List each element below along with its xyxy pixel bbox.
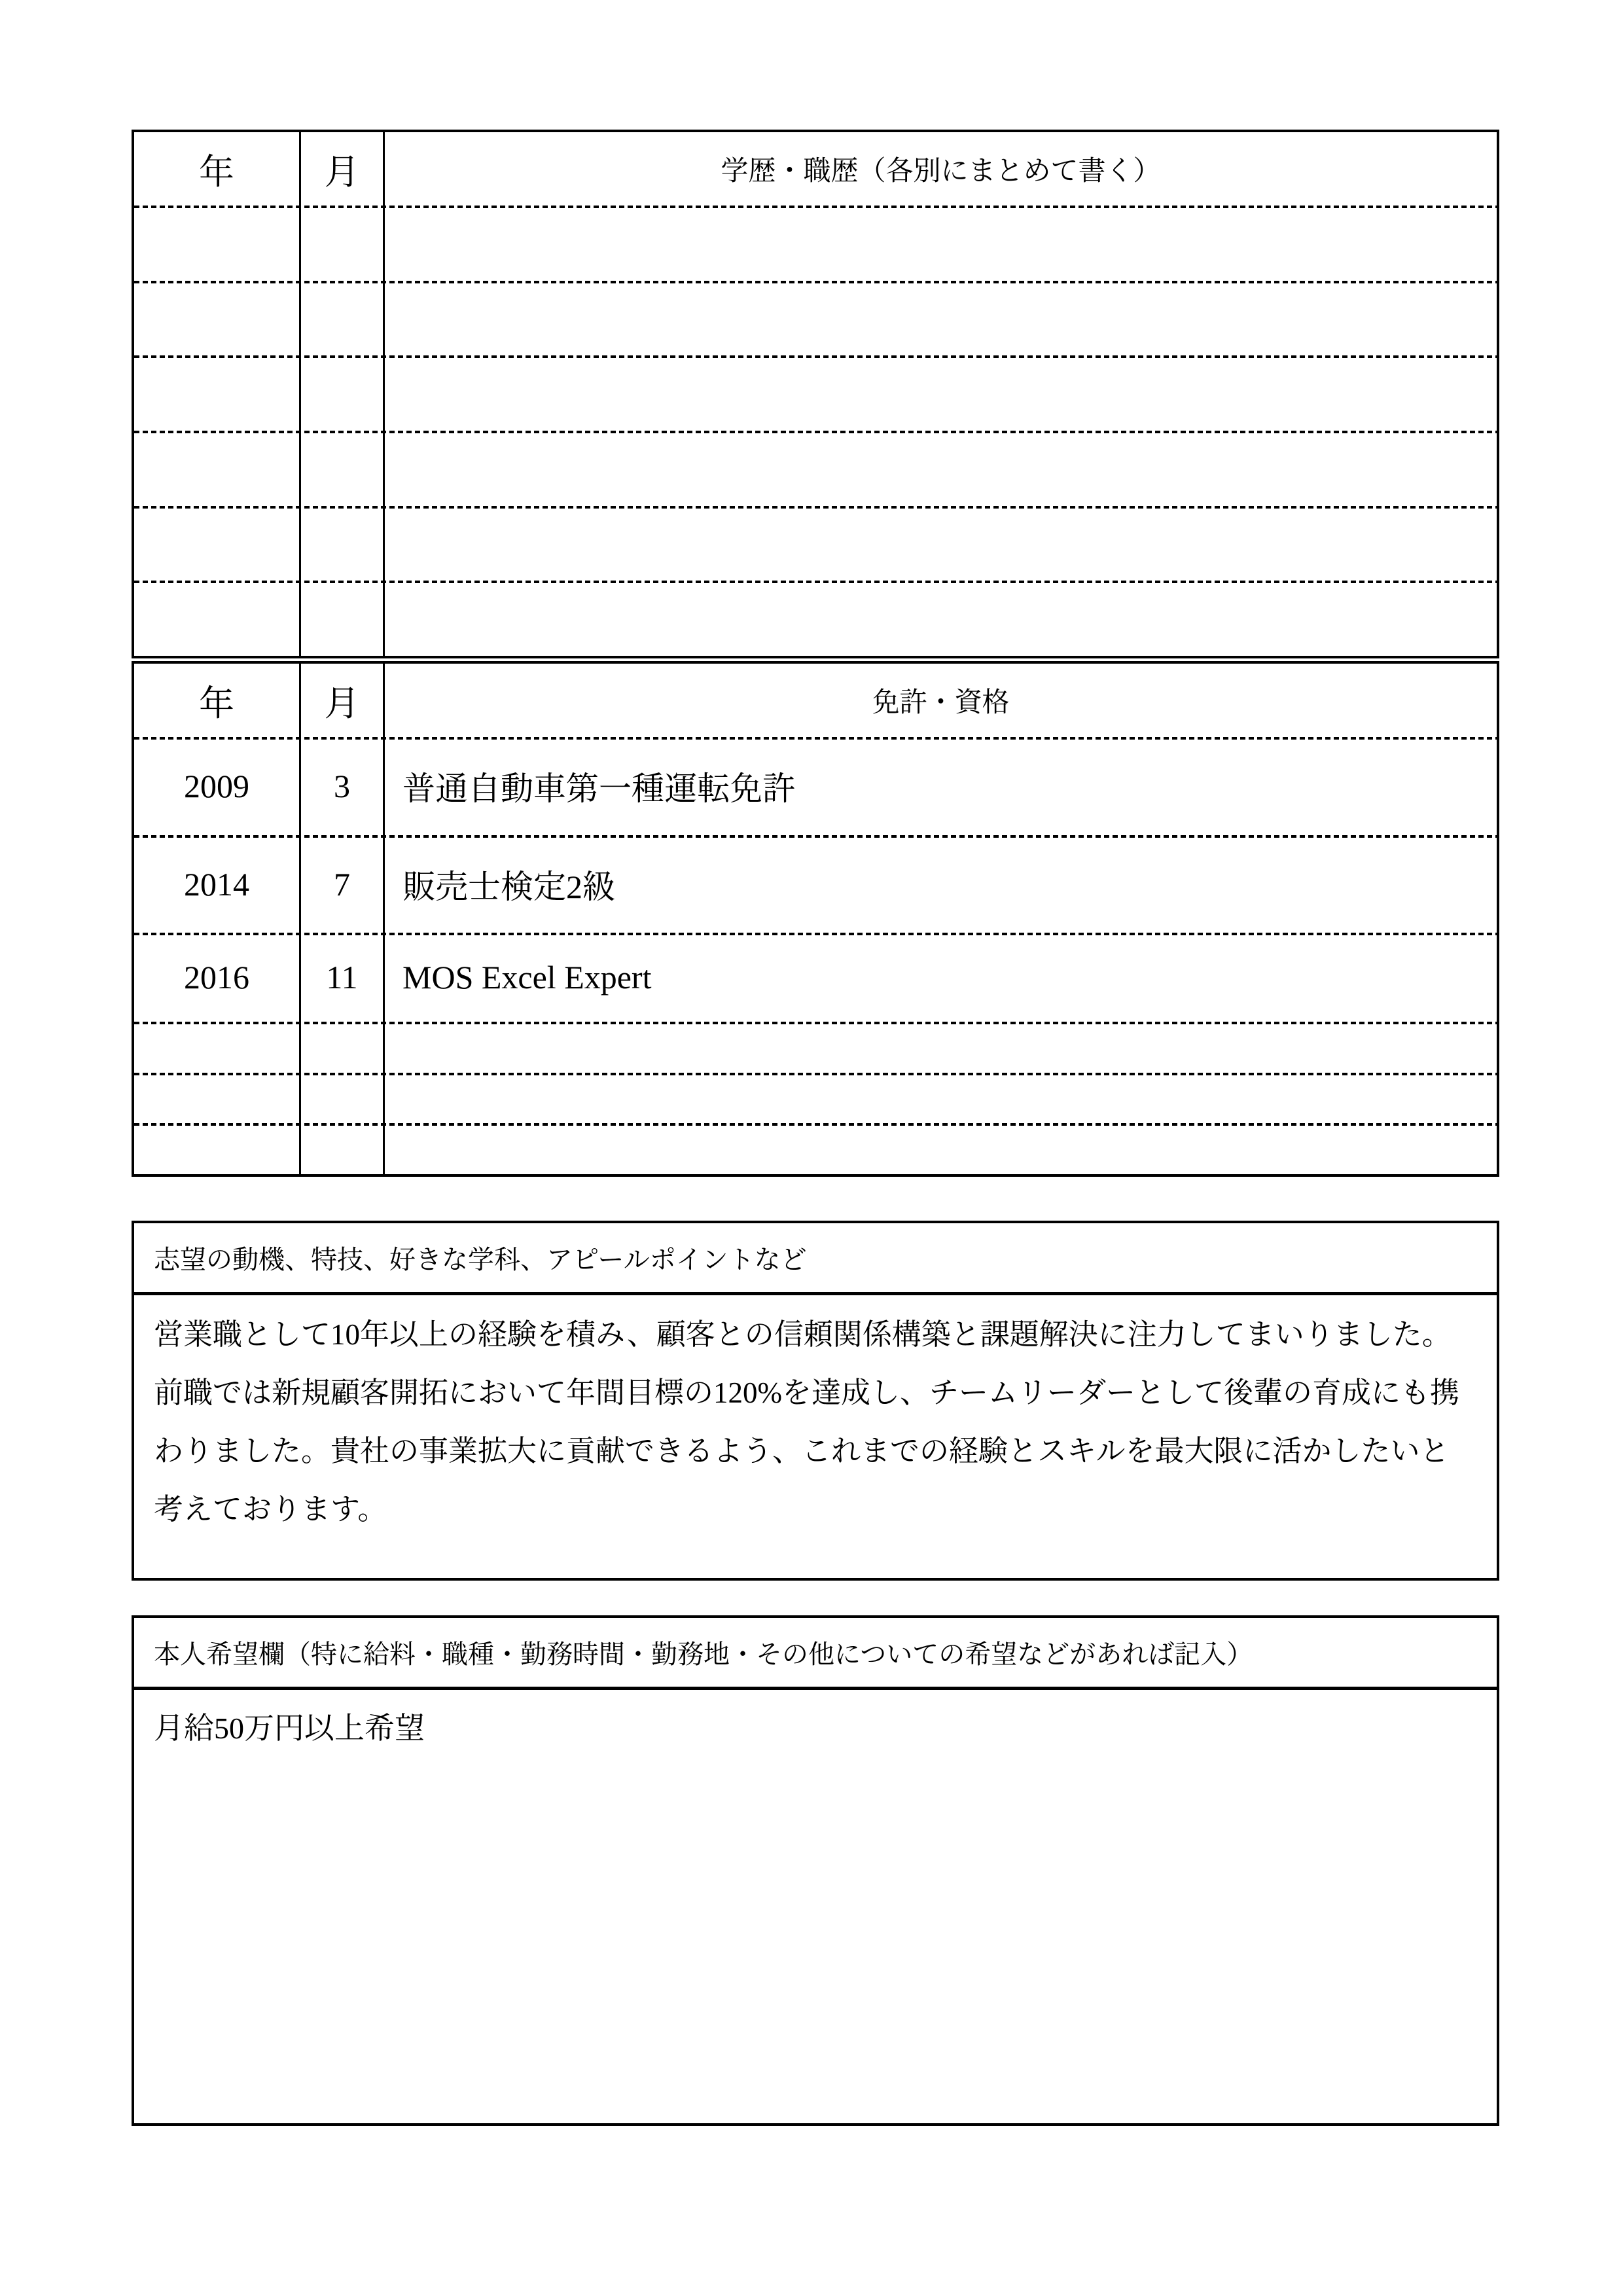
table-row <box>134 355 1497 431</box>
description-cell <box>383 431 1497 506</box>
month-column-header: 月 <box>299 664 383 737</box>
month-cell <box>299 281 383 356</box>
year-cell: 2014 <box>184 865 249 903</box>
year-column-header: 年 <box>199 683 234 723</box>
month-cell <box>299 1022 383 1073</box>
description-cell <box>383 206 1497 281</box>
month-column-header: 月 <box>299 132 383 206</box>
license-qualification-table <box>132 661 1499 1177</box>
description-cell <box>383 581 1497 656</box>
year-cell <box>134 1073 299 1124</box>
table-row <box>134 1073 1497 1124</box>
year-cell <box>134 581 299 656</box>
year-cell <box>134 206 299 281</box>
month-cell <box>299 206 383 281</box>
wishes-box-title: 本人希望欄（特に給料・職種・勤務時間・勤務地・その他についての希望などがあれば記入） <box>134 1618 1497 1690</box>
description-cell: MOS Excel Expert <box>383 933 1497 1022</box>
table-row <box>134 933 1497 1022</box>
year-cell <box>134 1123 299 1174</box>
year-cell <box>134 506 299 581</box>
table-row <box>134 581 1497 656</box>
wishes-box-body: 月給50万円以上希望 <box>154 1712 425 1745</box>
table-row <box>134 737 1497 835</box>
table-row <box>134 506 1497 581</box>
month-cell <box>299 581 383 656</box>
motivation-box-title: 志望の動機、特技、好きな学科、アピールポイントなど <box>134 1223 1497 1295</box>
table-row <box>134 431 1497 506</box>
year-cell <box>134 1022 299 1073</box>
year-column-header: 年 <box>199 152 234 192</box>
description-cell <box>383 281 1497 356</box>
wishes-box <box>132 1615 1499 2126</box>
table-row <box>134 835 1497 933</box>
license-column-header: 免許・資格 <box>383 664 1497 737</box>
description-cell: 普通自動車第一種運転免許 <box>383 737 1497 835</box>
month-cell: 3 <box>299 737 383 835</box>
month-cell <box>299 1123 383 1174</box>
month-cell <box>299 1073 383 1124</box>
motivation-box <box>132 1221 1499 1581</box>
description-cell <box>383 1123 1497 1174</box>
year-cell <box>134 281 299 356</box>
table-row <box>134 1123 1497 1174</box>
education-history-table <box>132 130 1499 658</box>
year-cell: 2009 <box>184 767 249 804</box>
history-column-header: 学歴・職歴（各別にまとめて書く） <box>383 132 1497 206</box>
table-row <box>134 206 1497 281</box>
description-cell <box>383 506 1497 581</box>
education-table-header-row <box>134 132 1497 206</box>
month-cell <box>299 431 383 506</box>
month-cell <box>299 506 383 581</box>
month-cell: 11 <box>299 933 383 1022</box>
description-cell <box>383 1022 1497 1073</box>
description-cell: 販売士検定2級 <box>383 835 1497 933</box>
year-cell <box>134 355 299 431</box>
year-cell <box>134 431 299 506</box>
month-cell: 7 <box>299 835 383 933</box>
year-cell: 2016 <box>184 959 249 996</box>
month-cell <box>299 355 383 431</box>
motivation-box-body: 営業職として10年以上の経験を積み、顧客との信頼関係構築と課題解決に注力してまいりました。前職では新規顧客開拓において年間目標の120%を達成し、チームリーダーとして後輩の育成にも携わりました。貴社の事業拡大に貢献できるよう、これまでの経験とスキルを最大限に活かしたいと考えております。 <box>154 1318 1459 1526</box>
table-row <box>134 1022 1497 1073</box>
table-row <box>134 281 1497 356</box>
license-table-header-row <box>134 664 1497 737</box>
description-cell <box>383 355 1497 431</box>
description-cell <box>383 1073 1497 1124</box>
